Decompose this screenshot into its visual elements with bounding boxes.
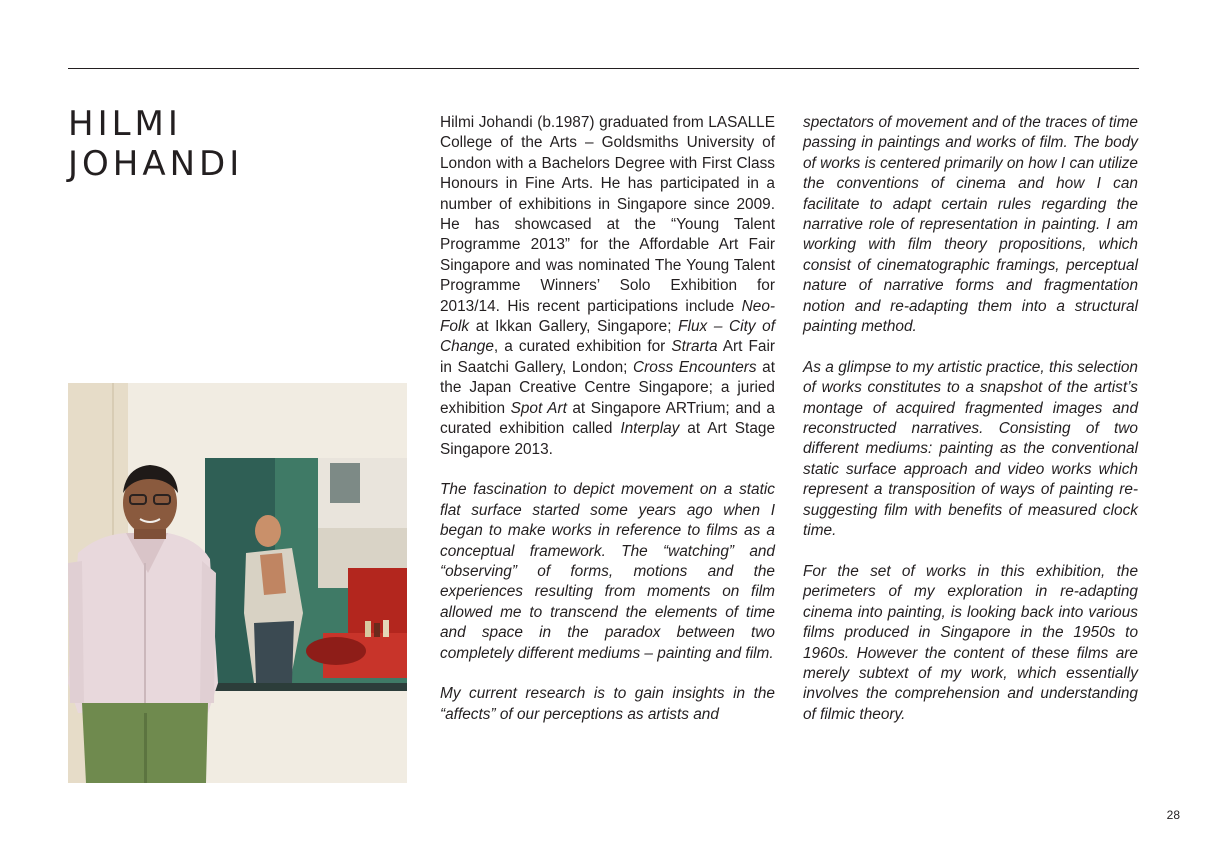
statement-paragraph-3: As a glimpse to my artistic practice, this selection of works constitutes to a snapshot of the artist’s montage of acquired fragmented images and reconstructed narratives. Consisting of two different mediums: painting as the conventional static surface approach and video works which represent a transposition of ways of painting re-suggesting film with benefits of measured clock time. xyxy=(803,358,1138,540)
painting xyxy=(205,458,407,691)
bio-text: at Ikkan Gallery, Singapore; xyxy=(469,318,679,336)
biography-paragraph xyxy=(440,113,775,460)
statement-paragraph-2-start: My current research is to gain insights in the “affects” of our perceptions as artists and xyxy=(440,685,775,723)
artist-last-name: JOHANDI xyxy=(68,144,244,184)
text-column-left xyxy=(440,113,775,746)
exhibition-title: Neo-Folk xyxy=(440,297,775,336)
artist-photo xyxy=(68,383,407,783)
statement-paragraph-4: For the set of works in this exhibition, the perimeters of my exploration in re-adapting cinema into painting, is looking back into various films produced in Singapore in the 1950s to 1960s. However the content of these films are merely subtext of my work, which essentially involves the comprehension and understanding of filmic theory. xyxy=(803,562,1138,723)
bio-text: at the Japan Creative Centre Singapore; a juried exhibition xyxy=(440,358,775,417)
bio-text: at Singapore ARTrium; and a curated exhibition called xyxy=(440,399,775,438)
artist-name xyxy=(68,104,243,184)
exhibition-title: Flux – City of Change xyxy=(440,318,776,356)
page-number: 28 xyxy=(1166,808,1180,822)
text-column-right xyxy=(803,113,1138,746)
bio-text: , a curated exhibition for xyxy=(493,338,672,356)
statement-paragraph-2-end: spectators of movement and of the traces of time passing in paintings and works of film. The body of works is centered primarily on how I can utilize the conventions of cinema and how I can facilitate to adapt certain rules regarding the narrative role of representation in painting. I am working with film theory propositions, which consist of cinematographic framings, perceptual nature of narrative forms and fragmentation notion and re-adapting them into a structural painting method. xyxy=(803,114,1138,336)
exhibition-title: Cross Encounters xyxy=(633,358,757,376)
bio-text: at Art Stage Singapore 2013. xyxy=(440,420,776,458)
exhibition-title: Spot Art xyxy=(510,399,567,417)
exhibition-title: Interplay xyxy=(620,420,680,438)
top-rule xyxy=(68,68,1139,69)
exhibition-title: Strarta xyxy=(671,338,718,356)
bio-text: Art Fair in Saatchi Gallery, London; xyxy=(440,338,775,376)
bio-text: Hilmi Johandi (b.1987) graduated from LASALLE College of the Arts – Goldsmiths University of London with a Bachelors Degree with First Class Honours in Fine Arts. He has participated in a number of exhibitions in Singapore since 2009. He has showcased at the “Young Talent Programme 2013” for the Affordable Art Fair Singapore and was nominated The Young Talent Programme Winners’ Solo Exhibition for 2013/14. His recent participations include xyxy=(440,114,775,315)
statement-paragraph-1: The fascination to depict movement on a static flat surface started some years ago when I began to make works in reference to films as a conceptual framework. The “watching” and “observing” of forms, motions and the experiences resulting from moments on film allowed me to transcend the elements of time and space in the paradox between two completely different mediums – painting and film. xyxy=(440,481,775,662)
artist-first-name: HILMI xyxy=(68,104,182,144)
